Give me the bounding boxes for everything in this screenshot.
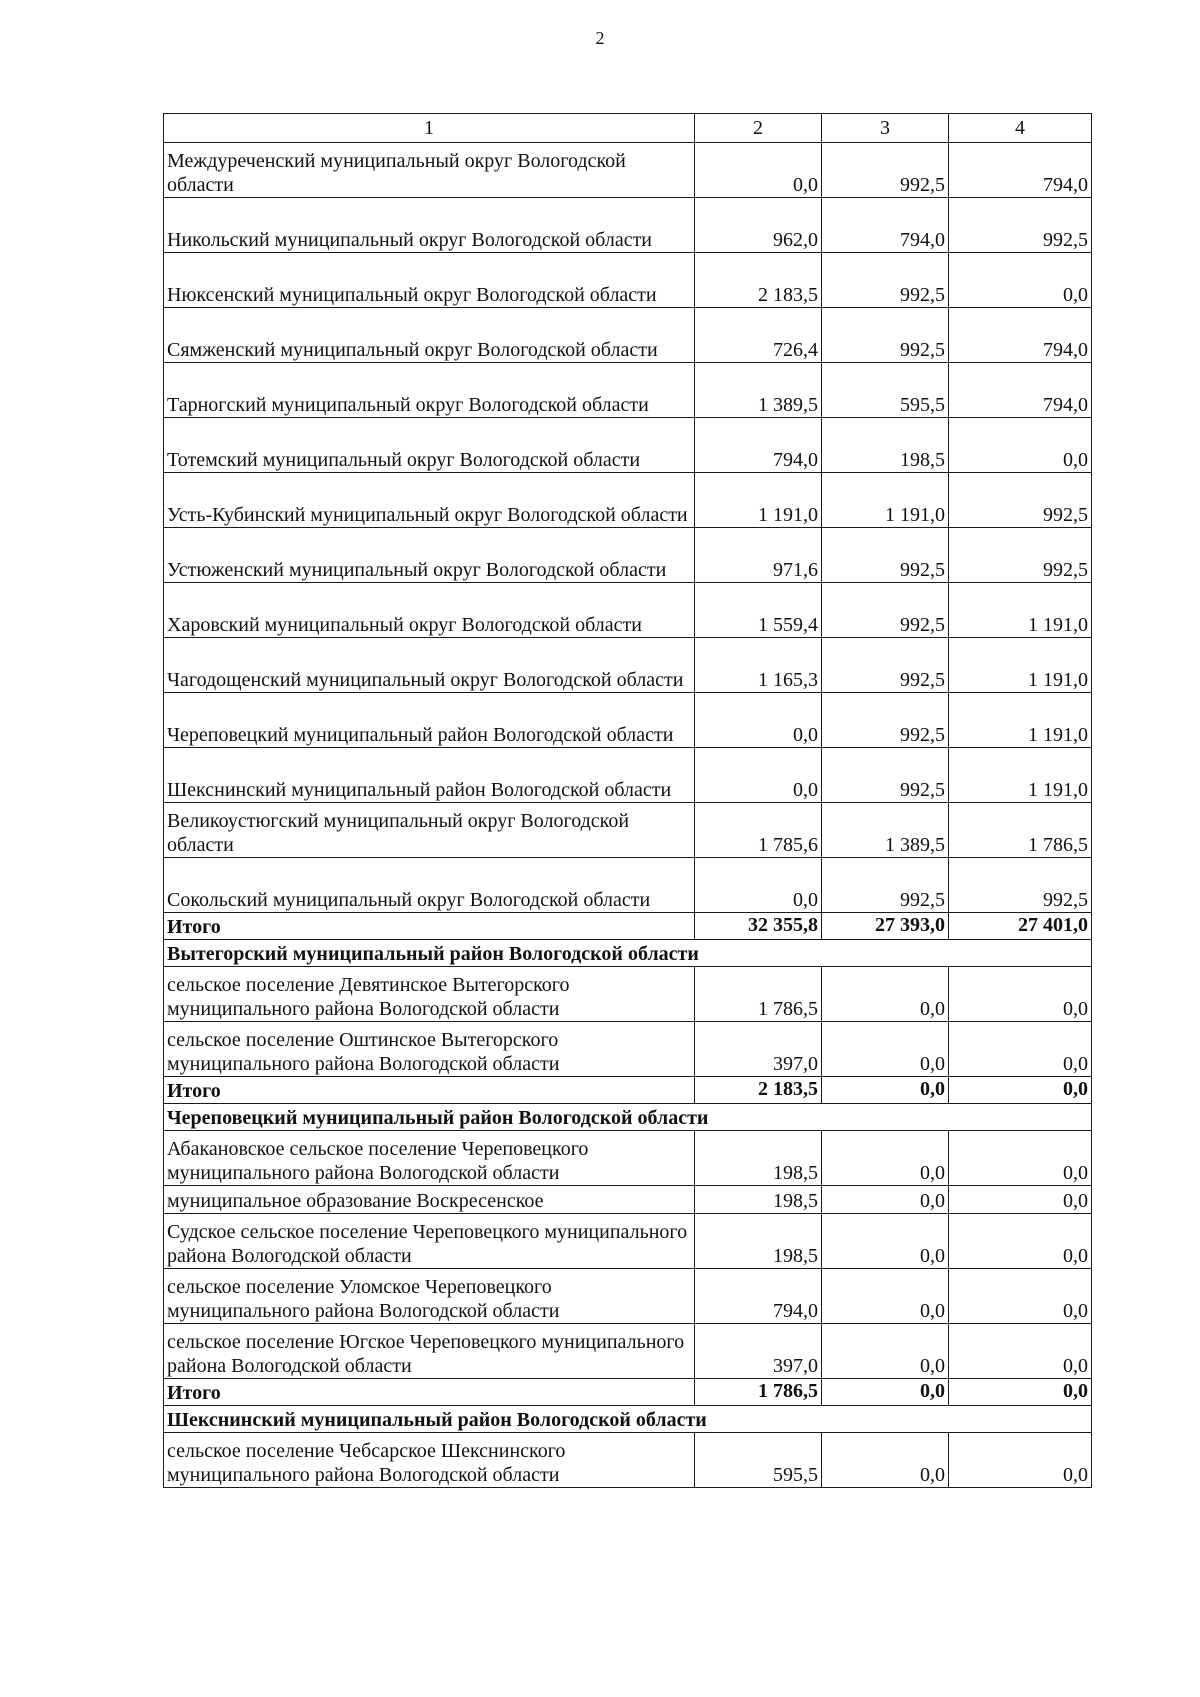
municipality-name: Междуреченский муниципальный округ Вологодской области bbox=[164, 143, 695, 198]
value-col-4: 0,0 bbox=[949, 1433, 1092, 1488]
table-row bbox=[164, 253, 1092, 308]
total-row bbox=[164, 1077, 1092, 1104]
value-col-2: 198,5 bbox=[695, 1186, 822, 1214]
municipality-name: Абакановское сельское поселение Череповецкого муниципального района Вологодской области bbox=[164, 1131, 695, 1186]
column-header-4: 4 bbox=[949, 114, 1092, 143]
value-col-4: 0,0 bbox=[949, 967, 1092, 1022]
value-col-2: 2 183,5 bbox=[695, 253, 822, 308]
value-col-3: 0,0 bbox=[822, 1433, 949, 1488]
municipality-name: Никольский муниципальный округ Вологодской области bbox=[164, 198, 695, 253]
municipality-name: Устюженский муниципальный округ Вологодской области bbox=[164, 528, 695, 583]
table-row bbox=[164, 528, 1092, 583]
value-col-4: 1 191,0 bbox=[949, 748, 1092, 803]
municipality-name: Череповецкий муниципальный район Вологодской области bbox=[164, 693, 695, 748]
section-title: Шекснинский муниципальный район Вологодской области bbox=[164, 1406, 1092, 1433]
value-col-3: 992,5 bbox=[822, 143, 949, 198]
value-col-2: 726,4 bbox=[695, 308, 822, 363]
value-col-4: 0,0 bbox=[949, 1214, 1092, 1269]
value-col-2: 2 183,5 bbox=[695, 1077, 822, 1104]
total-row bbox=[164, 1379, 1092, 1406]
table-row bbox=[164, 1269, 1092, 1324]
table-row bbox=[164, 308, 1092, 363]
value-col-3: 992,5 bbox=[822, 583, 949, 638]
value-col-2: 0,0 bbox=[695, 693, 822, 748]
value-col-3: 992,5 bbox=[822, 528, 949, 583]
value-col-3: 0,0 bbox=[822, 1022, 949, 1077]
value-col-2: 794,0 bbox=[695, 418, 822, 473]
value-col-2: 1 559,4 bbox=[695, 583, 822, 638]
table-row bbox=[164, 638, 1092, 693]
table-row bbox=[164, 363, 1092, 418]
value-col-3: 0,0 bbox=[822, 1379, 949, 1406]
section-title: Вытегорский муниципальный район Вологодской области bbox=[164, 940, 1092, 967]
value-col-2: 198,5 bbox=[695, 1131, 822, 1186]
section-header-row bbox=[164, 940, 1092, 967]
value-col-3: 0,0 bbox=[822, 1269, 949, 1324]
municipality-name: Чагодощенский муниципальный округ Вологодской области bbox=[164, 638, 695, 693]
table-row bbox=[164, 748, 1092, 803]
municipality-name: сельское поселение Югское Череповецкого муниципального района Вологодской области bbox=[164, 1324, 695, 1379]
table-row bbox=[164, 967, 1092, 1022]
total-row bbox=[164, 913, 1092, 940]
table-row bbox=[164, 858, 1092, 913]
municipality-name: сельское поселение Девятинское Вытегорского муниципального района Вологодской области bbox=[164, 967, 695, 1022]
value-col-2: 1 785,6 bbox=[695, 803, 822, 858]
value-col-2: 0,0 bbox=[695, 858, 822, 913]
municipality-name: Великоустюгский муниципальный округ Вологодской области bbox=[164, 803, 695, 858]
table-row bbox=[164, 803, 1092, 858]
allocation-table-body bbox=[164, 114, 1092, 1488]
table-row bbox=[164, 1022, 1092, 1077]
section-header-row bbox=[164, 1104, 1092, 1131]
value-col-3: 0,0 bbox=[822, 967, 949, 1022]
value-col-2: 1 786,5 bbox=[695, 1379, 822, 1406]
table-row bbox=[164, 418, 1092, 473]
value-col-3: 992,5 bbox=[822, 693, 949, 748]
municipality-name: Сямженский муниципальный округ Вологодской области bbox=[164, 308, 695, 363]
value-col-3: 992,5 bbox=[822, 858, 949, 913]
value-col-4: 992,5 bbox=[949, 528, 1092, 583]
value-col-3: 198,5 bbox=[822, 418, 949, 473]
municipality-name: Нюксенский муниципальный округ Вологодской области bbox=[164, 253, 695, 308]
total-label: Итого bbox=[164, 1379, 695, 1406]
value-col-4: 0,0 bbox=[949, 1186, 1092, 1214]
table-row bbox=[164, 1214, 1092, 1269]
value-col-4: 992,5 bbox=[949, 858, 1092, 913]
table-row bbox=[164, 143, 1092, 198]
column-header-2: 2 bbox=[695, 114, 822, 143]
value-col-2: 1 786,5 bbox=[695, 967, 822, 1022]
value-col-2: 198,5 bbox=[695, 1214, 822, 1269]
value-col-3: 992,5 bbox=[822, 748, 949, 803]
page-number: 2 bbox=[595, 28, 605, 48]
value-col-3: 992,5 bbox=[822, 638, 949, 693]
value-col-4: 992,5 bbox=[949, 198, 1092, 253]
value-col-4: 1 191,0 bbox=[949, 638, 1092, 693]
value-col-2: 0,0 bbox=[695, 748, 822, 803]
value-col-3: 0,0 bbox=[822, 1131, 949, 1186]
value-col-4: 0,0 bbox=[949, 253, 1092, 308]
value-col-3: 27 393,0 bbox=[822, 913, 949, 940]
section-header-row bbox=[164, 1406, 1092, 1433]
value-col-4: 1 786,5 bbox=[949, 803, 1092, 858]
municipality-name: Судское сельское поселение Череповецкого муниципального района Вологодской области bbox=[164, 1214, 695, 1269]
table-row bbox=[164, 1433, 1092, 1488]
value-col-2: 0,0 bbox=[695, 143, 822, 198]
table-row bbox=[164, 1324, 1092, 1379]
value-col-2: 794,0 bbox=[695, 1269, 822, 1324]
value-col-3: 794,0 bbox=[822, 198, 949, 253]
table-row bbox=[164, 693, 1092, 748]
table-row bbox=[164, 1131, 1092, 1186]
value-col-4: 1 191,0 bbox=[949, 583, 1092, 638]
value-col-2: 1 191,0 bbox=[695, 473, 822, 528]
value-col-4: 0,0 bbox=[949, 1131, 1092, 1186]
total-label: Итого bbox=[164, 1077, 695, 1104]
value-col-4: 0,0 bbox=[949, 1379, 1092, 1406]
value-col-3: 0,0 bbox=[822, 1077, 949, 1104]
municipality-name: сельское поселение Чебсарское Шекснинского муниципального района Вологодской области bbox=[164, 1433, 695, 1488]
value-col-3: 0,0 bbox=[822, 1324, 949, 1379]
value-col-4: 0,0 bbox=[949, 418, 1092, 473]
total-label: Итого bbox=[164, 913, 695, 940]
municipality-name: Харовский муниципальный округ Вологодской области bbox=[164, 583, 695, 638]
column-number-header-row bbox=[164, 114, 1092, 143]
value-col-2: 1 165,3 bbox=[695, 638, 822, 693]
allocation-table bbox=[163, 113, 1092, 1488]
value-col-4: 794,0 bbox=[949, 143, 1092, 198]
table-row bbox=[164, 473, 1092, 528]
value-col-4: 0,0 bbox=[949, 1324, 1092, 1379]
table-row bbox=[164, 1186, 1092, 1214]
column-header-3: 3 bbox=[822, 114, 949, 143]
value-col-4: 794,0 bbox=[949, 308, 1092, 363]
value-col-2: 397,0 bbox=[695, 1022, 822, 1077]
value-col-4: 0,0 bbox=[949, 1269, 1092, 1324]
municipality-name: сельское поселение Оштинское Вытегорского муниципального района Вологодской области bbox=[164, 1022, 695, 1077]
value-col-2: 595,5 bbox=[695, 1433, 822, 1488]
value-col-3: 1 389,5 bbox=[822, 803, 949, 858]
municipality-name: Тотемский муниципальный округ Вологодской области bbox=[164, 418, 695, 473]
section-title: Череповецкий муниципальный район Вологодской области bbox=[164, 1104, 1092, 1131]
table-row bbox=[164, 198, 1092, 253]
value-col-2: 1 389,5 bbox=[695, 363, 822, 418]
value-col-3: 0,0 bbox=[822, 1214, 949, 1269]
value-col-4: 27 401,0 bbox=[949, 913, 1092, 940]
value-col-3: 0,0 bbox=[822, 1186, 949, 1214]
value-col-4: 1 191,0 bbox=[949, 693, 1092, 748]
value-col-4: 794,0 bbox=[949, 363, 1092, 418]
value-col-3: 992,5 bbox=[822, 308, 949, 363]
value-col-2: 397,0 bbox=[695, 1324, 822, 1379]
value-col-4: 0,0 bbox=[949, 1022, 1092, 1077]
value-col-4: 992,5 bbox=[949, 473, 1092, 528]
value-col-2: 962,0 bbox=[695, 198, 822, 253]
value-col-4: 0,0 bbox=[949, 1077, 1092, 1104]
value-col-3: 1 191,0 bbox=[822, 473, 949, 528]
municipality-name: муниципальное образование Воскресенское bbox=[164, 1186, 695, 1214]
value-col-2: 971,6 bbox=[695, 528, 822, 583]
municipality-name: сельское поселение Уломское Череповецкого муниципального района Вологодской области bbox=[164, 1269, 695, 1324]
municipality-name: Сокольский муниципальный округ Вологодской области bbox=[164, 858, 695, 913]
table-row bbox=[164, 583, 1092, 638]
municipality-name: Усть-Кубинский муниципальный округ Вологодской области bbox=[164, 473, 695, 528]
value-col-2: 32 355,8 bbox=[695, 913, 822, 940]
column-header-1: 1 bbox=[164, 114, 695, 143]
municipality-name: Шекснинский муниципальный район Вологодской области bbox=[164, 748, 695, 803]
value-col-3: 595,5 bbox=[822, 363, 949, 418]
municipality-name: Тарногский муниципальный округ Вологодской области bbox=[164, 363, 695, 418]
value-col-3: 992,5 bbox=[822, 253, 949, 308]
